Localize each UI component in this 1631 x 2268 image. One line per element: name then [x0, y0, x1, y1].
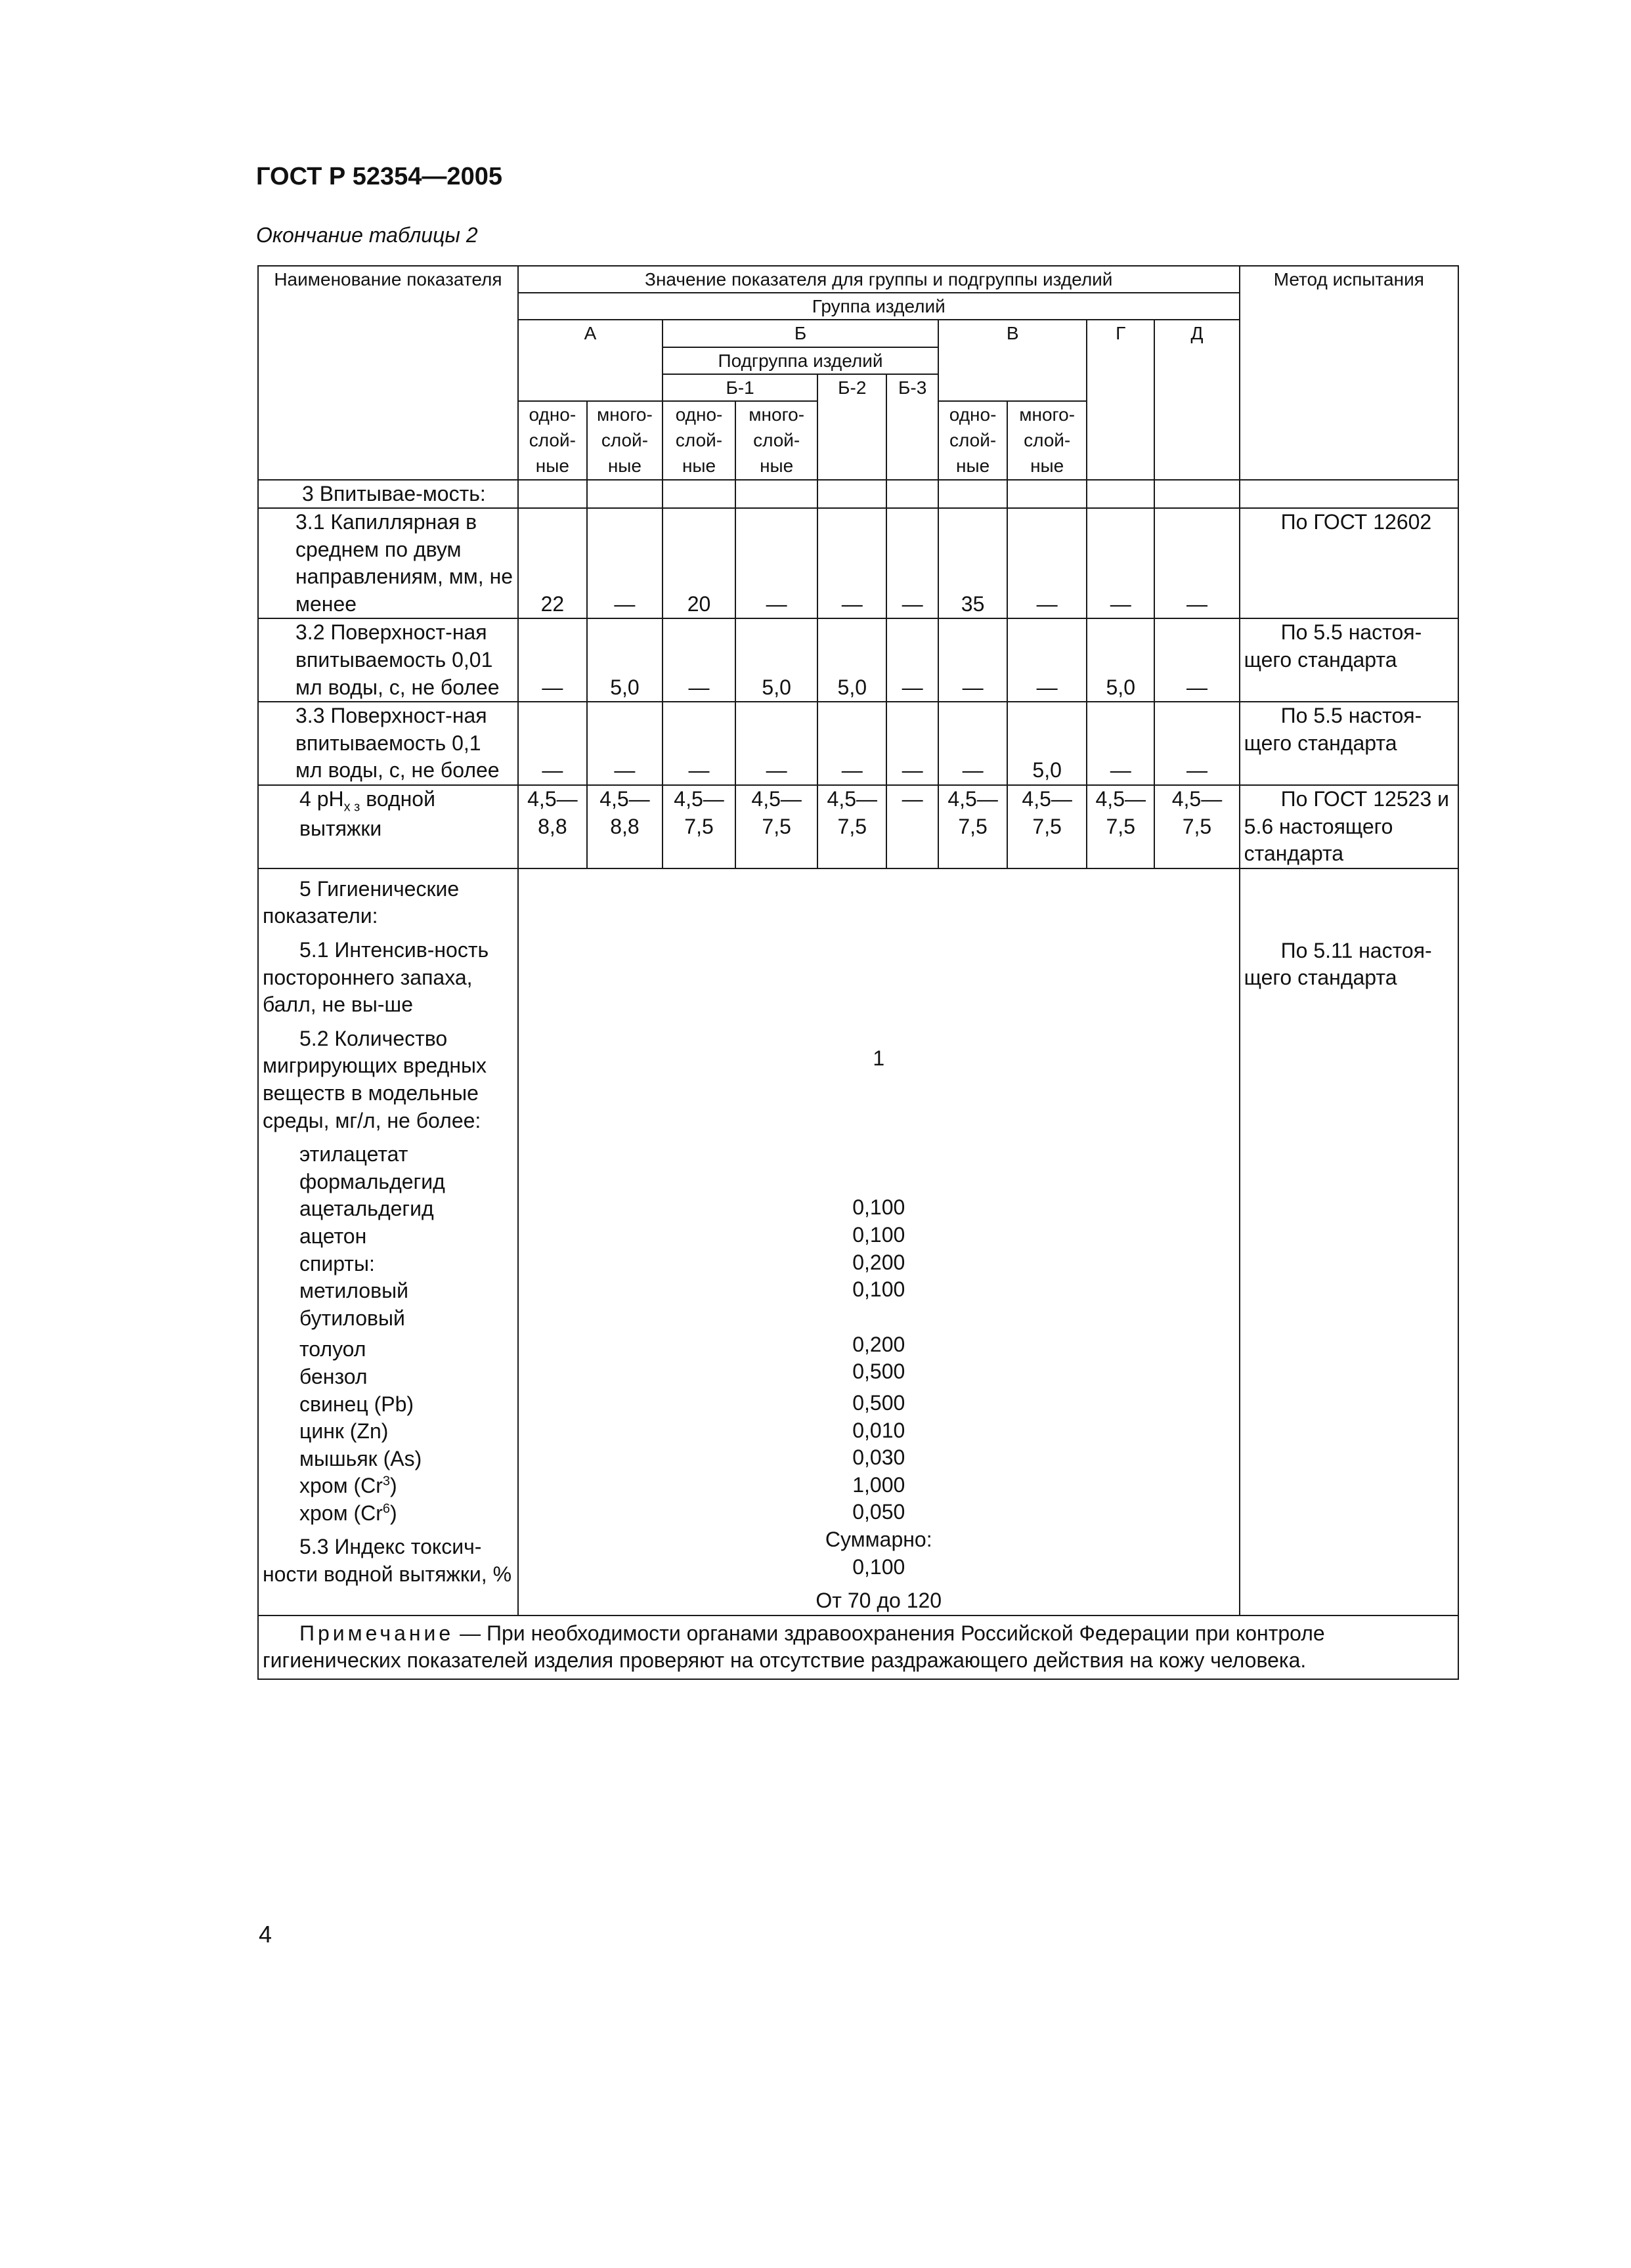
page-number: 4 [259, 1921, 272, 1948]
header-values-title: Значение показателя для группы и подгруппы изделий [518, 266, 1240, 293]
chromium-sum-label: Суммарно: [825, 1527, 932, 1551]
substance-name: ацетон [299, 1224, 367, 1248]
absorb-row-1 [258, 508, 1458, 618]
substance-value: 0,100 [852, 1223, 905, 1247]
value-cell: 5,0 [735, 618, 817, 702]
substance-value [523, 1304, 1235, 1331]
value-cell: — [663, 618, 735, 702]
value-cell: — [938, 702, 1007, 785]
substance-name: цинк (Zn) [299, 1419, 389, 1444]
ph-row [258, 785, 1458, 868]
hygiene-row [258, 868, 1458, 1615]
substance-name: спирты: [299, 1251, 375, 1275]
value-cell: 4,5— 7,5 [1087, 785, 1154, 868]
absorb-row-3-name: 3.3 Поверхност-ная впитываемость 0,1 мл воды, с, не более [295, 704, 500, 782]
ph-method: По ГОСТ 12523 и 5.6 настоящего стандарта [1240, 785, 1458, 868]
value-cell: — [1154, 618, 1239, 702]
value-cell: 5,0 [1087, 618, 1154, 702]
header-a-single: одно-слой-ные [518, 401, 587, 480]
value-cell: — [886, 508, 938, 618]
substance-value: 0,100 [852, 1195, 905, 1220]
value-cell: 4,5— 8,8 [518, 785, 587, 868]
substance-name: толуол [299, 1337, 366, 1361]
value-cell: 5,0 [1007, 702, 1087, 785]
value-cell: 5,0 [817, 618, 886, 702]
odor-name: 5.1 Интенсив-ность постороннего запаха, балл, не вы-ше [263, 938, 489, 1017]
hygiene-values [518, 868, 1240, 1615]
header-group-title: Группа изделий [518, 293, 1240, 320]
value-cell: — [817, 702, 886, 785]
substance-name: формальдегид [299, 1169, 445, 1193]
substance-name: мышьяк (As) [299, 1446, 422, 1470]
value-cell: — [886, 702, 938, 785]
value-cell: — [735, 508, 817, 618]
value-cell: — [886, 618, 938, 702]
value-cell: — [663, 702, 735, 785]
header-b1-single: одно-слой-ные [663, 401, 735, 480]
header-b3: Б-3 [886, 374, 938, 480]
odor-method: По 5.11 настоя-щего стандарта [1244, 938, 1432, 990]
value-cell: 35 [938, 508, 1007, 618]
substance-name: бутиловый [299, 1306, 405, 1330]
header-b1-multi: много-слой-ные [735, 401, 817, 480]
value-cell: — [587, 508, 663, 618]
substance-value: 0,010 [852, 1418, 905, 1442]
absorb-row-3 [258, 702, 1458, 785]
hygiene-title: 5 Гигиенические показатели: [263, 876, 460, 928]
substance-name: метиловый [299, 1279, 408, 1303]
header-b2: Б-2 [817, 374, 886, 480]
toxicity-name: 5.3 Индекс токсич-ности водной вытяжки, % [263, 1535, 512, 1587]
substance-name-cr6: хром (Cr$^6$) [299, 1501, 397, 1525]
substance-name: бензол [299, 1364, 368, 1388]
value-cell: — [886, 785, 938, 868]
substance-value: 0,500 [852, 1359, 905, 1384]
substance-value: 0,030 [852, 1445, 905, 1470]
toxicity-value: От 70 до 120 [816, 1589, 942, 1613]
note-row [258, 1615, 1458, 1679]
requirements-table [257, 265, 1459, 1680]
value-cell: — [1087, 702, 1154, 785]
value-cell: — [1154, 508, 1239, 618]
value-cell: — [518, 618, 587, 702]
note-label: Примечание [299, 1621, 454, 1645]
value-cell: — [587, 702, 663, 785]
substance-value: 1,000 [852, 1472, 905, 1497]
value-cell: 4,5— 7,5 [1154, 785, 1239, 868]
page-header: ГОСТ Р 52354—2005 [256, 163, 502, 190]
substance-name: свинец (Pb) [299, 1392, 414, 1416]
header-name: Наименование показателя [258, 266, 518, 480]
value-cell: 4,5— 7,5 [938, 785, 1007, 868]
note-text: — При необходимости органами здравоохранения Российской Федерации при контроле гигиенических показателей изделия проверяют на отсутствие раздражающего действия на кожу человека. [263, 1621, 1325, 1673]
absorb-row-1-method: По ГОСТ 12602 [1240, 508, 1458, 618]
value-cell: 5,0 [587, 618, 663, 702]
value-cell: — [1007, 508, 1087, 618]
header-a-multi: много-слой-ные [587, 401, 663, 480]
table-caption: Окончание таблицы 2 [256, 223, 478, 247]
table-note [258, 1615, 1458, 1679]
absorb-title [258, 480, 518, 509]
header-v-single: одно-слой-ные [938, 401, 1007, 480]
header-method: Метод испытания [1240, 266, 1458, 480]
value-cell: — [1007, 618, 1087, 702]
header-group-d: Д [1154, 320, 1239, 479]
header-v-multi: много-слой-ные [1007, 401, 1087, 480]
value-cell: — [735, 702, 817, 785]
header-group-a: А [518, 320, 663, 401]
value-cell: 4,5— 7,5 [1007, 785, 1087, 868]
substance-value: 0,100 [852, 1277, 905, 1302]
header-b1: Б-1 [663, 374, 817, 401]
chromium-sum-value: 0,100 [852, 1554, 905, 1579]
value-cell: 4,5— 8,8 [587, 785, 663, 868]
header-group-b: Б [663, 320, 938, 347]
substance-name-cr3: хром (Cr$^3$) [299, 1474, 397, 1498]
value-cell: 4,5— 7,5 [735, 785, 817, 868]
absorb-row-2-method: По 5.5 настоя-щего стандарта [1240, 618, 1458, 702]
absorb-row-3-method: По 5.5 настоя-щего стандарта [1240, 702, 1458, 785]
absorb-row-1-name: 3.1 Капиллярная в среднем по двум направлениям, мм, не менее [295, 510, 513, 616]
substance-value: 0,500 [852, 1390, 905, 1415]
value-cell: — [518, 702, 587, 785]
substance-name: ацетальдегид [299, 1197, 434, 1221]
substance-name: этилацетат [299, 1142, 408, 1166]
value-cell: 4,5— 7,5 [663, 785, 735, 868]
absorb-row-2 [258, 618, 1458, 702]
header-group-g: Г [1087, 320, 1154, 479]
odor-value: 1 [873, 1046, 885, 1070]
value-cell: 22 [518, 508, 587, 618]
hygiene-method [1240, 868, 1458, 1615]
header-subgroup-title: Подгруппа изделий [663, 347, 938, 374]
value-cell: 20 [663, 508, 735, 618]
value-cell: — [938, 618, 1007, 702]
absorb-row-2-name: 3.2 Поверхност-ная впитываемость 0,01 мл воды, с, не более [295, 620, 500, 699]
value-cell: — [1154, 702, 1239, 785]
value-cell: — [1087, 508, 1154, 618]
value-cell: — [817, 508, 886, 618]
migration-title: 5.2 Количество мигрирующих вредных веществ в модельные среды, мг/л, не более: [263, 1026, 487, 1132]
substance-value: 0,050 [852, 1500, 905, 1524]
value-cell: 4,5— 7,5 [817, 785, 886, 868]
ph-name: 4 $pH_{х з}$ водной вытяжки [258, 785, 518, 868]
header-group-v: В [938, 320, 1087, 401]
hygiene-names [258, 868, 518, 1615]
substance-value: 0,200 [852, 1250, 905, 1274]
absorb-title-text: 3 Впитывае-мость: [302, 481, 486, 505]
substance-value: 0,200 [852, 1332, 905, 1356]
